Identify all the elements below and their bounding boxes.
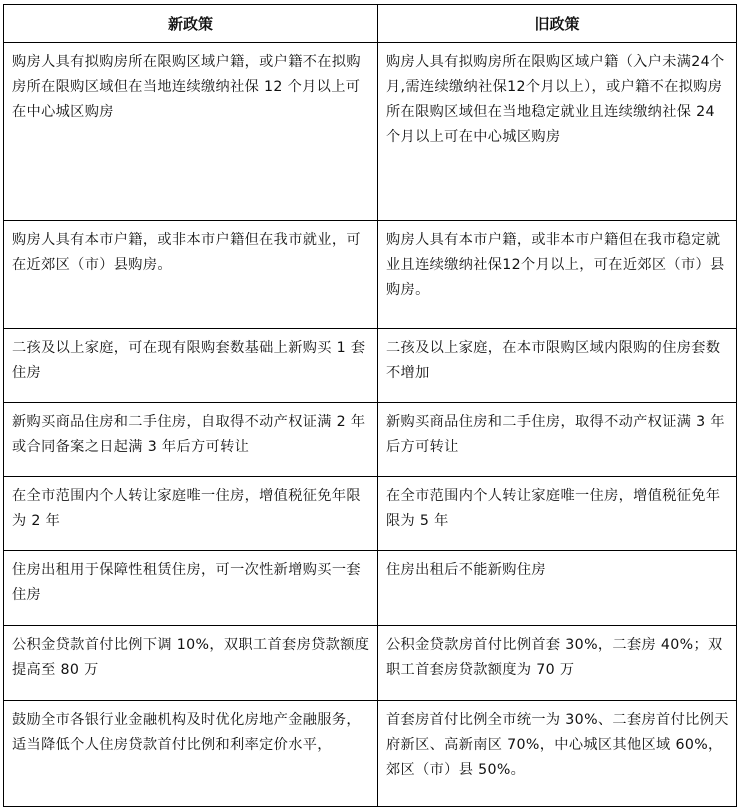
table-row bbox=[4, 221, 737, 329]
old-policy-cell: 新购买商品住房和二手住房，取得不动产权证满 3 年后方可转让 bbox=[378, 403, 737, 477]
new-policy-cell: 在全市范围内个人转让家庭唯一住房，增值税征免年限为 2 年 bbox=[4, 477, 378, 551]
old-policy-cell: 住房出租后不能新购住房 bbox=[378, 551, 737, 626]
table-row bbox=[4, 43, 737, 221]
table-row bbox=[4, 701, 737, 807]
header-old-policy: 旧政策 bbox=[378, 5, 737, 43]
table-row bbox=[4, 551, 737, 626]
old-policy-cell: 在全市范围内个人转让家庭唯一住房，增值税征免年限为 5 年 bbox=[378, 477, 737, 551]
old-policy-cell: 二孩及以上家庭，在本市限购区域内限购的住房套数不增加 bbox=[378, 329, 737, 403]
new-policy-cell: 住房出租用于保障性租赁住房，可一次性新增购买一套住房 bbox=[4, 551, 378, 626]
new-policy-cell: 二孩及以上家庭，可在现有限购套数基础上新购买 1 套住房 bbox=[4, 329, 378, 403]
table-row bbox=[4, 477, 737, 551]
table-row bbox=[4, 626, 737, 701]
new-policy-cell: 新购买商品住房和二手住房，自取得不动产权证满 2 年或合同备案之日起满 3 年后方可转让 bbox=[4, 403, 378, 477]
header-new-policy: 新政策 bbox=[4, 5, 378, 43]
old-policy-cell: 购房人具有拟购房所在限购区域户籍（入户未满24个月,需连续缴纳社保12个月以上），或户籍不在拟购房所在限购区域但在当地稳定就业且连续缴纳社保 24 个月以上可在中心城区购房 bbox=[378, 43, 737, 221]
old-policy-cell: 公积金贷款房首付比例首套 30%，二套房 40%；双职工首套房贷款额度为 70 万 bbox=[378, 626, 737, 701]
old-policy-cell: 购房人具有本市户籍，或非本市户籍但在我市稳定就业且连续缴纳社保12个月以上，可在近郊区（市）县购房。 bbox=[378, 221, 737, 329]
new-policy-cell: 公积金贷款首付比例下调 10%，双职工首套房贷款额度提高至 80 万 bbox=[4, 626, 378, 701]
new-policy-cell: 购房人具有拟购房所在限购区域户籍，或户籍不在拟购房所在限购区域但在当地连续缴纳社保 12 个月以上可在中心城区购房 bbox=[4, 43, 378, 221]
new-policy-cell: 鼓励全市各银行业金融机构及时优化房地产金融服务，适当降低个人住房贷款首付比例和利率定价水平， bbox=[4, 701, 378, 807]
old-policy-cell: 首套房首付比例全市统一为 30%、二套房首付比例天府新区、高新南区 70%，中心城区其他区域 60%，郊区（市）县 50%。 bbox=[378, 701, 737, 807]
table-row bbox=[4, 329, 737, 403]
table-header-row bbox=[4, 5, 737, 43]
new-policy-cell: 购房人具有本市户籍，或非本市户籍但在我市就业，可在近郊区（市）县购房。 bbox=[4, 221, 378, 329]
table-row bbox=[4, 403, 737, 477]
policy-comparison-table bbox=[3, 4, 737, 807]
policy-comparison-container bbox=[3, 4, 736, 807]
